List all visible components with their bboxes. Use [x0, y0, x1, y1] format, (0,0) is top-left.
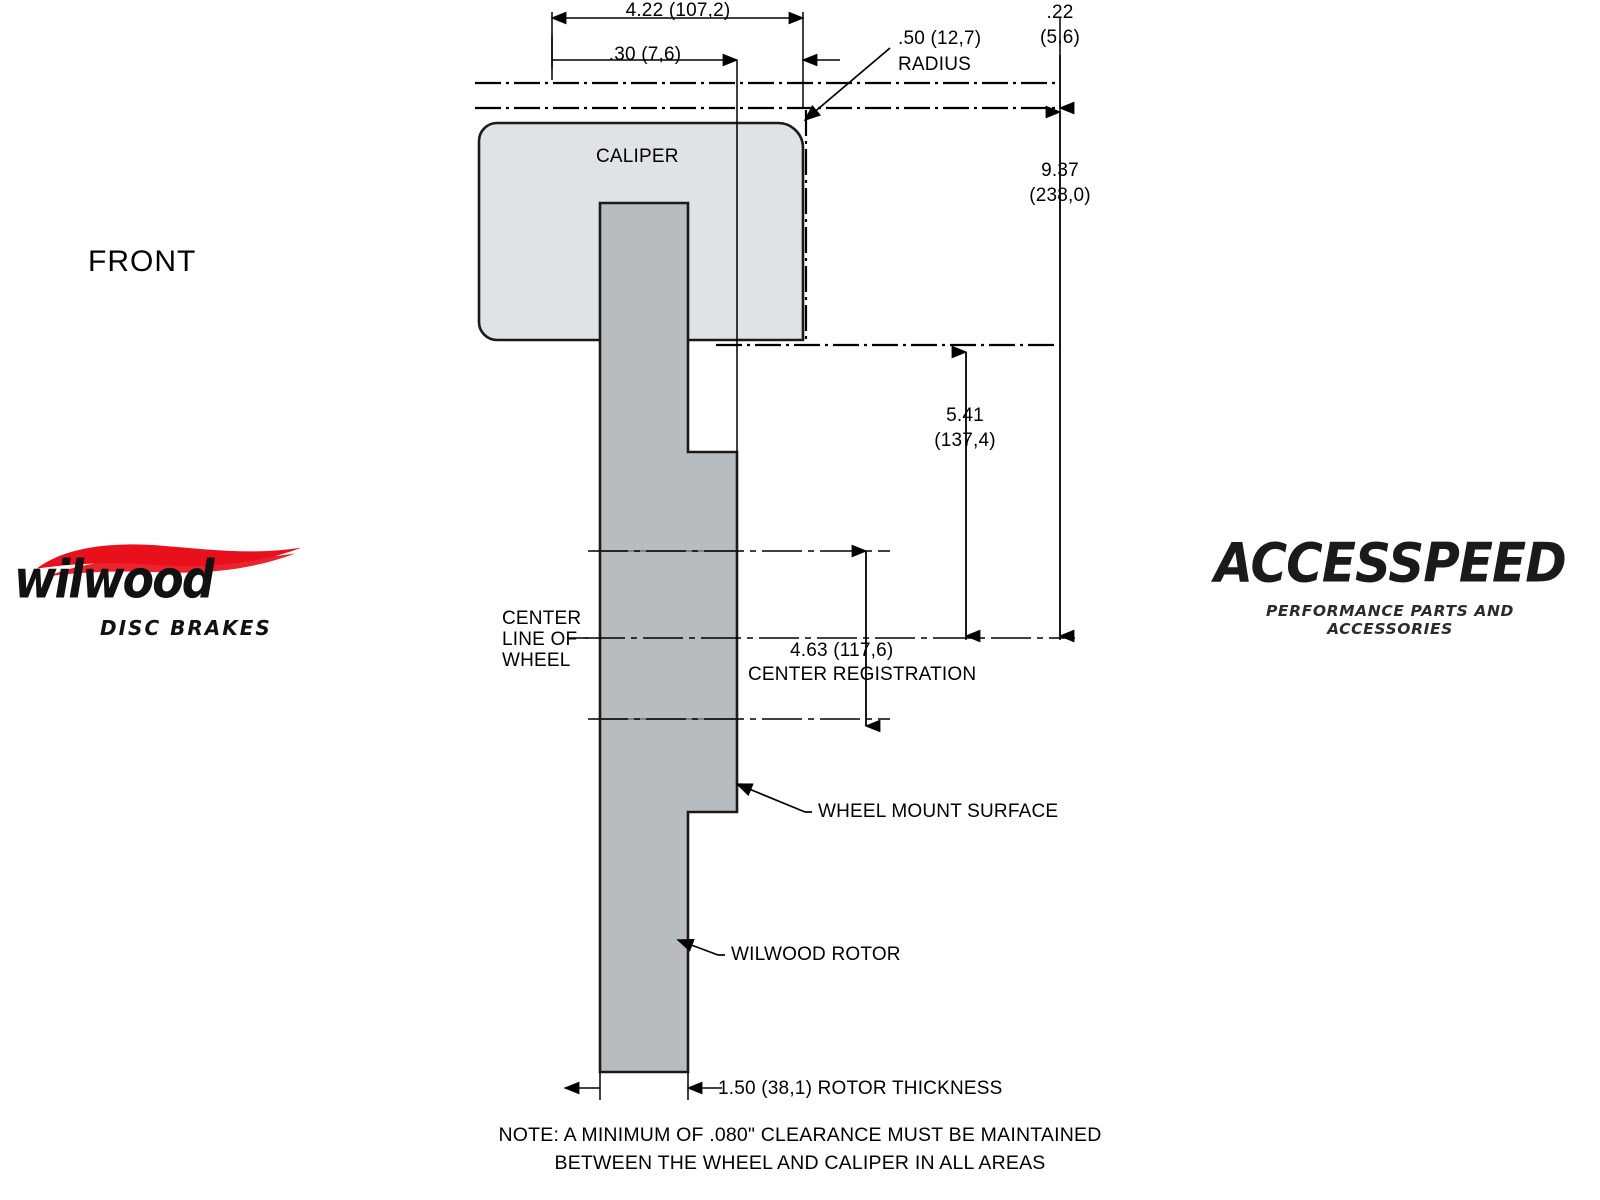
dim-caliper-center-line1: 5.41	[946, 405, 984, 426]
dim-top-clearance-line1: .22	[1046, 2, 1074, 23]
center-line-label-3: WHEEL	[502, 650, 571, 671]
wheel-mount-surface-label: WHEEL MOUNT SURFACE	[818, 801, 1059, 822]
wilwood-wordmark: wilwood	[14, 548, 213, 611]
dim-center-registration-label: CENTER REGISTRATION	[748, 664, 977, 685]
dim-overall-height-line2: (238,0)	[1029, 185, 1091, 206]
wilwood-rotor-label: WILWOOD ROTOR	[731, 944, 901, 965]
dim-corner-radius-word: RADIUS	[898, 54, 971, 75]
leader-wheel-mount-surface	[737, 784, 812, 812]
center-line-label-2: LINE OF	[502, 629, 578, 650]
dim-center-registration-value: 4.63 (117,6)	[790, 640, 894, 661]
accesspeed-logo	[1205, 530, 1575, 640]
dim-rotor-thickness	[565, 1072, 722, 1100]
wilwood-tagline: DISC BRAKES	[100, 616, 272, 640]
dim-rotor-thickness-label: 1.50 (38,1) ROTOR THICKNESS	[718, 1078, 1003, 1099]
note-line-1: NOTE: A MINIMUM OF .080" CLEARANCE MUST BE MAINTAINED	[498, 1124, 1102, 1146]
dim-overall-height-line1: 9.37	[1041, 160, 1079, 181]
note-line-2: BETWEEN THE WHEEL AND CALIPER IN ALL AREAS	[554, 1152, 1046, 1174]
dim-caliper-center-line2: (137,4)	[934, 430, 996, 451]
caliper-label: CALIPER	[596, 146, 679, 167]
dim-inner-offset-label: .30 (7,6)	[608, 44, 682, 65]
accesspeed-tagline: PERFORMANCE PARTS AND ACCESSORIES	[1265, 602, 1515, 638]
center-line-label-1: CENTER	[502, 608, 582, 629]
dim-top-clearance-line2: (5,6)	[1039, 27, 1081, 48]
wilwood-logo	[14, 540, 314, 645]
dim-overall-width-label: 4.22 (107,2)	[625, 0, 731, 21]
accesspeed-wordmark: ACCESSPEED	[1214, 532, 1566, 595]
dim-corner-radius-value: .50 (12,7)	[898, 28, 982, 49]
view-label-front: FRONT	[88, 245, 197, 278]
